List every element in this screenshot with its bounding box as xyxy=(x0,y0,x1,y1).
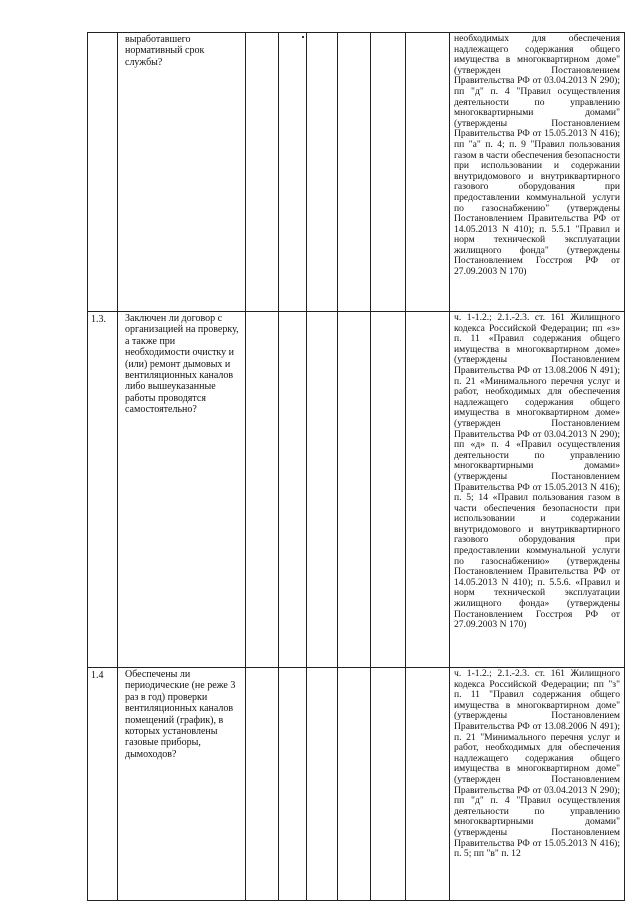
table-row xyxy=(88,33,625,312)
answer-cell-6 xyxy=(406,33,450,312)
answer-cell-4 xyxy=(338,312,371,668)
answer-cell-6 xyxy=(406,668,450,901)
answer-cell-5 xyxy=(371,312,406,668)
answer-cell-na xyxy=(307,668,338,901)
answer-cell-no xyxy=(279,33,307,312)
answer-cell-no xyxy=(279,668,307,901)
answer-cell-yes xyxy=(246,668,279,901)
legal-basis-text: ч. 1-1.2.; 2.1.-2.3. ст. 161 Жилищного кодекса Российской Федерации; пп «з» п. 11 «Правил содержания общего имущества в многоквартирном доме» (утверждены Постановлением Правительства РФ от 13.08.2006 N 491); п. 21 «Минимального перечня услуг и работ, необходимых для обеспечения надлежащего содержания общего имущества в многоквартирном доме» (утвержден Постановлением Правительства РФ от 03.04.2013 N 290); пп «д» п. 4 «Правил осуществления деятельности по управлению многоквартирными домами» (утверждены Постановлением Правительства РФ от 15.05.2013 N 416); п. 5; 14 «Правил пользования газом в части обеспечения безопасности при использовании и содержании внутридомового и внутриквартирного газового оборудования при предоставлении коммунальной услуги по газоснабжению» (утверждены Постановлением Правительства РФ от 14.05.2013 N 410); п. 5.5.6. «Правил и норм технической эксплуатации жилищного фонда» (утверждены Постановлением Госстроя РФ от 27.09.2003 N 170) xyxy=(450,312,625,668)
question-text: Заключен ли договор с организацией на проверку, а также при необходимости очистку и (или) ремонт дымовых и вентиляционных каналов либо вышеуказанные работы проводятся самостоятельно? xyxy=(118,312,246,668)
answer-cell-na xyxy=(307,33,338,312)
answer-cell-6 xyxy=(406,312,450,668)
legal-basis-text: необходимых для обеспечения надлежащего содержания общего имущества в многоквартирном доме" (утвержден Постановлением Правительства РФ от 03.04.2013 N 290); пп "д" п. 4 "Правил осуществления деятельности по управлению многоквартирными домами" (утверждены Постановлением Правительства РФ от 15.05.2013 N 416); пп "а" п. 4; п. 9 "Правил пользования газом в части обеспечения безопасности при использовании и содержании внутридомового и внутриквартирного газового оборудования при предоставлении коммунальной услуги по газоснабжению" (утверждены Постановлением Правительства РФ от 14.05.2013 N 410); п. 5.5.1 "Правил и норм технической эксплуатации жилищного фонда" (утверждены Постановлением Госстроя РФ от 27.09.2003 N 170) xyxy=(450,33,625,312)
scan-speck xyxy=(302,36,304,38)
row-number: 1.4 xyxy=(88,668,118,901)
legal-basis-text: ч. 1-1.2.; 2.1.-2.3. ст. 161 Жилищного кодекса Российской Федерации; пп "з" п. 11 "Правил содержания общего имущества в многоквартирном доме" (утверждены Постановлением Правительства РФ от 13.08.2006 N 491); п. 21 "Минимального перечня услуг и работ, необходимых для обеспечения надлежащего содержания общего имущества в многоквартирном доме" (утвержден Постановлением Правительства РФ от 03.04.2013 N 290); пп "д" п. 4 "Правил осуществления деятельности по управлению многоквартирными домами" (утверждены Постановлением Правительства РФ от 15.05.2013 N 416); п. 5; пп "в" п. 12 xyxy=(450,668,625,901)
answer-cell-yes xyxy=(246,312,279,668)
table-row xyxy=(88,668,625,901)
inspection-checklist-table xyxy=(87,32,625,901)
answer-cell-no xyxy=(279,312,307,668)
answer-cell-5 xyxy=(371,33,406,312)
answer-cell-4 xyxy=(338,668,371,901)
row-number: 1.3. xyxy=(88,312,118,668)
question-text: выработавшего нормативный срок службы? xyxy=(118,33,246,312)
row-number xyxy=(88,33,118,312)
answer-cell-yes xyxy=(246,33,279,312)
answer-cell-4 xyxy=(338,33,371,312)
answer-cell-na xyxy=(307,312,338,668)
answer-cell-5 xyxy=(371,668,406,901)
question-text: Обеспечены ли периодические (не реже 3 раз в год) проверки вентиляционных каналов помещений (график), в которых установлены газовые приборы, дымоходов? xyxy=(118,668,246,901)
table-row xyxy=(88,312,625,668)
